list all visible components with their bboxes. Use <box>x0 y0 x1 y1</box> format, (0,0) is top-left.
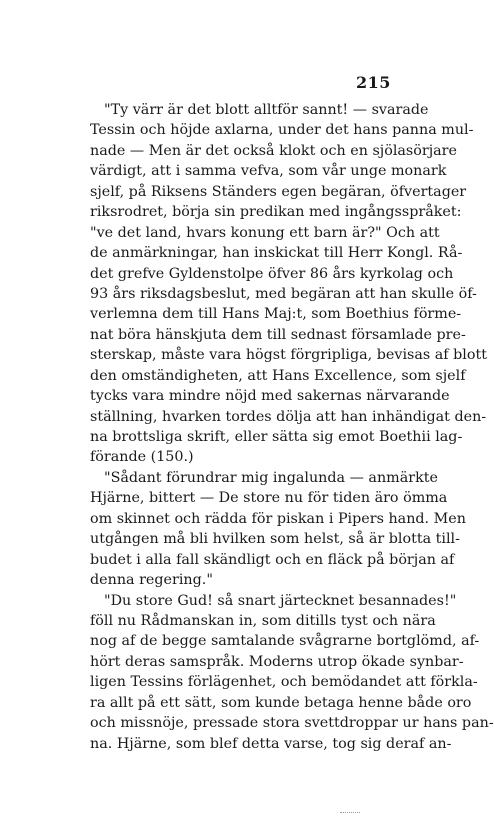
text-line: de anmärkningar, han inskickat till Herr Kongl. Rå- <box>90 245 463 262</box>
text-line: "Sådant förundrar mig ingalunda — anmärkte <box>104 469 438 486</box>
text-line: tycks vara mindre nöjd med sakernas närvarande <box>90 388 450 405</box>
text-line: 93 års riksdagsbeslut, med begäran att han skulle öf- <box>90 285 477 302</box>
text-line: sjelf, på Riksens Ständers egen begäran, öfvertager <box>90 183 467 200</box>
text-line: värdigt, att i samma vefva, som vår unge monark <box>90 163 447 180</box>
text-line: "Du store Gud! så snart järtecknet besannades!" <box>104 592 457 609</box>
text-line: nade — Men är det också klokt och en sjölasörjare <box>90 142 457 159</box>
text-line: utgången må bli hvilken som helst, så är blotta till- <box>90 531 460 548</box>
text-line: hört deras samspråk. Moderns utrop ökade synbar- <box>90 653 464 670</box>
text-line: och missnöje, pressade stora svettdroppar ur hans pan- <box>90 715 494 732</box>
text-line: "ve det land, hvars konung ett barn är?" Och att <box>90 224 440 241</box>
text-line: ligen Tessins förlägenhet, och bemödandet att förkla- <box>90 674 478 691</box>
text-line: denna regering." <box>90 572 213 589</box>
text-line: det grefve Gyldenstolpe öfver 86 års kyrkolag och <box>90 265 454 282</box>
text-line: verlemna dem till Hans Maj:t, som Boethius förme- <box>90 306 462 323</box>
text-line: ställning, hvarken tordes dölja att han inhändigat den- <box>90 408 487 425</box>
text-line: budet i alla fall skändligt och en fläck på början af <box>90 551 455 568</box>
text-line: riksrodret, börja sin predikan med ingångsspråket: <box>90 204 462 221</box>
text-line: "Ty värr är det blott alltför sannt! — svarade <box>104 102 429 118</box>
text-line: föll nu Rådmanskan in, som ditills tyst och nära <box>90 612 436 629</box>
text-line: Hjärne, bittert — De store nu för tiden äro ömma <box>90 490 448 507</box>
text-line: nat böra hänskjuta dem till sednast församlade pre- <box>90 326 466 343</box>
text-line: nog af de begge samtalande svågrarne bortglömd, af- <box>90 633 480 650</box>
text-line: na brottsliga skrift, eller sätta sig emot Boethii lag- <box>90 429 463 445</box>
text-line: förande (150.) <box>90 449 194 466</box>
bottom-mark <box>340 812 360 813</box>
text-line: den omständigheten, att Hans Excellence, som sjelf <box>90 367 466 384</box>
text-line: Tessin och höjde axlarna, under det hans panna mul- <box>90 122 474 139</box>
body-text <box>90 100 494 754</box>
text-line: ra allt på ett sätt, som kunde betaga henne både oro <box>90 694 472 711</box>
text-line: om skinnet och rädda för piskan i Pipers hand. Men <box>90 510 466 527</box>
text-line: na. Hjärne, som blef detta varse, tog sig deraf an- <box>90 735 452 752</box>
text-line: sterskap, måste vara högst förgripliga, bevisas af blott <box>90 347 487 364</box>
page-number: 215 <box>356 73 391 92</box>
